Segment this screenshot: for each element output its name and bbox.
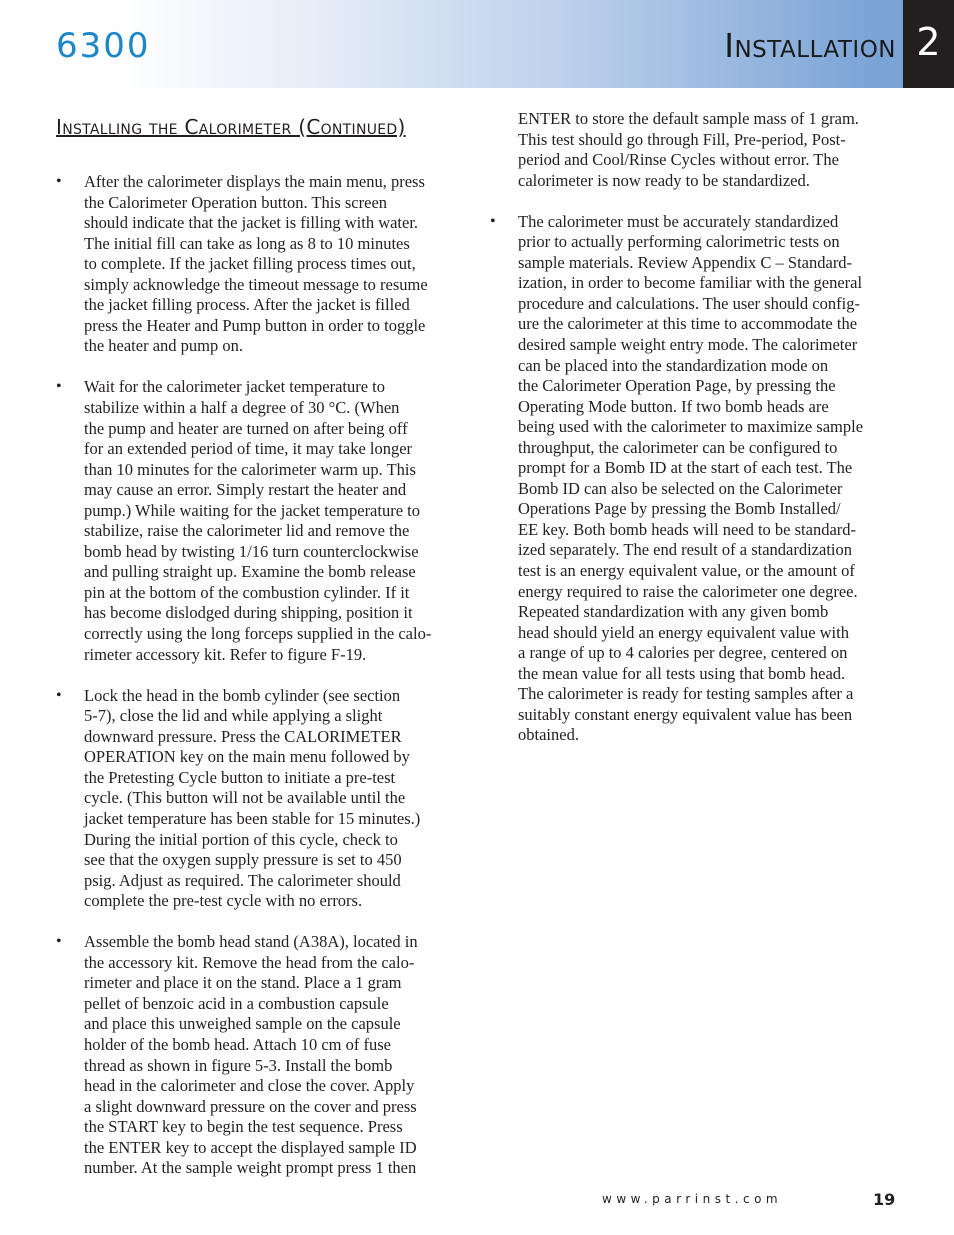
text-line: procedure and calculations. The user should config- (518, 293, 860, 313)
text-line: downward pressure. Press the CALORIMETER (84, 726, 402, 746)
subheading: Installing the Calorimeter (Continued) (56, 115, 406, 139)
text-line: number. At the sample weight prompt press 1 then (84, 1158, 417, 1178)
text-line: a slight downward pressure on the cover and press (84, 1096, 417, 1116)
text-line: the pump and heater are turned on after being off (84, 418, 408, 438)
text-line: and place this unweighed sample on the capsule (84, 1014, 401, 1034)
text-line: being used with the calorimeter to maximize sample (518, 417, 864, 437)
chapter-number: 2 (916, 20, 941, 64)
text-line: the mean value for all tests using that bomb head. (518, 663, 846, 683)
page-number: 19 (873, 1190, 896, 1209)
text-line: stabilize, raise the calorimeter lid and remove the (84, 521, 410, 541)
text-line: rimeter and place it on the stand. Place a 1 gram (84, 973, 402, 993)
text-line: Repeated standardization with any given bomb (518, 602, 829, 622)
text-line: the jacket filling process. After the jacket is filled (84, 295, 410, 315)
text-line: The initial fill can take as long as 8 to 10 minutes (84, 233, 410, 253)
text-line: and pulling straight up. Examine the bomb release (84, 562, 416, 582)
text-line: The calorimeter must be accurately standardized (518, 211, 839, 231)
text-line: Operating Mode button. If two bomb heads are (518, 396, 829, 416)
footer-url: www.parrinst.com (602, 1192, 783, 1206)
page-header-band (0, 0, 954, 88)
continued-paragraph (490, 109, 902, 191)
bullet-item (56, 932, 466, 1179)
text-line: Bomb ID can also be selected on the Calorimeter (518, 478, 843, 498)
text-line: EE key. Both bomb heads will need to be standard- (518, 519, 857, 539)
text-line: stabilize within a half a degree of 30 °C. (When (84, 398, 400, 418)
text-line: After the calorimeter displays the main menu, press (84, 172, 425, 191)
text-line: ure the calorimeter at this time to accommodate the (518, 314, 858, 334)
bullet-marker: • (56, 378, 62, 396)
text-line: period and Cool/Rinse Cycles without error. The (518, 150, 839, 170)
text-line: a range of up to 4 calories per degree, centered on (518, 643, 848, 663)
text-line: head in the calorimeter and close the cover. Apply (84, 1076, 415, 1096)
text-line: desired sample weight entry mode. The calorimeter (518, 335, 858, 355)
text-line: the Calorimeter Operation Page, by pressing the (518, 376, 836, 396)
text-line: pin at the bottom of the combustion cylinder. If it (84, 582, 410, 602)
text-line: Lock the head in the bomb cylinder (see section (84, 685, 401, 705)
bullet-item (56, 377, 466, 665)
text-line: correctly using the long forceps supplied in the calo- (84, 624, 432, 644)
text-line: Assemble the bomb head stand (A38A), located in (84, 932, 418, 952)
bullet-marker: • (56, 173, 62, 190)
bullet-item (56, 172, 466, 357)
text-line: the heater and pump on. (84, 336, 243, 356)
text-line: complete the pre-test cycle with no errors. (84, 891, 363, 911)
text-line: should indicate that the jacket is filling with water. (84, 213, 419, 233)
text-line: to complete. If the jacket filling process times out, (84, 254, 416, 274)
section-title: Installation (724, 26, 896, 65)
text-line: holder of the bomb head. Attach 10 cm of fuse (84, 1034, 391, 1054)
text-line: thread as shown in figure 5-3. Install the bomb (84, 1055, 393, 1075)
text-line: can be placed into the standardization mode on (518, 355, 829, 375)
text-line: see that the oxygen supply pressure is set to 450 (84, 850, 402, 870)
text-line: The calorimeter is ready for testing samples after a (518, 684, 854, 704)
text-line: sample materials. Review Appendix C – Standard- (518, 252, 853, 272)
text-line: calorimeter is now ready to be standardized. (518, 170, 810, 190)
text-line: throughput, the calorimeter can be configured to (518, 437, 838, 457)
left-column (56, 172, 466, 1199)
text-line: test is an energy equivalent value, or the amount of (518, 561, 855, 581)
text-line: During the initial portion of this cycle, check to (84, 829, 398, 849)
text-line: obtained. (518, 725, 579, 745)
text-line: 5-7), close the lid and while applying a slight (84, 706, 383, 726)
text-line: ized separately. The end result of a standardization (518, 540, 852, 560)
text-line: the START key to begin the test sequence. Press (84, 1117, 403, 1137)
text-line: OPERATION key on the main menu followed by (84, 747, 410, 767)
text-line: the accessory kit. Remove the head from the calo- (84, 952, 415, 972)
text-line: cycle. (This button will not be available until the (84, 788, 406, 808)
text-line: press the Heater and Pump button in order to toggle (84, 315, 426, 335)
text-line: ization, in order to become familiar with the general (518, 273, 863, 293)
text-line: simply acknowledge the timeout message to resume (84, 274, 428, 294)
bullet-marker: • (56, 933, 62, 951)
text-line: energy required to raise the calorimeter one degree. (518, 581, 858, 601)
text-line: the Pretesting Cycle button to initiate a pre-test (84, 767, 396, 787)
text-line: prompt for a Bomb ID at the start of each test. The (518, 458, 853, 478)
text-line: may cause an error. Simply restart the heater and (84, 480, 407, 500)
text-line: has become dislodged during shipping, position it (84, 603, 413, 623)
text-line: prior to actually performing calorimetric tests on (518, 232, 840, 252)
bullet-marker: • (490, 212, 496, 230)
text-line: bomb head by twisting 1/16 turn counterclockwise (84, 541, 419, 561)
text-line: This test should go through Fill, Pre-period, Post- (518, 129, 846, 149)
text-line: than 10 minutes for the calorimeter warm up. This (84, 459, 416, 479)
bullet-item (490, 212, 902, 746)
text-line: jacket temperature has been stable for 15 minutes.) (84, 808, 421, 828)
text-line: the Calorimeter Operation button. This screen (84, 192, 388, 212)
bullet-marker: • (56, 686, 62, 704)
text-line: head should yield an energy equivalent value with (518, 622, 849, 642)
chapter-tab (903, 0, 954, 88)
text-line: suitably constant energy equivalent value has been (518, 704, 853, 724)
text-line: rimeter accessory kit. Refer to figure F-19. (84, 644, 367, 664)
bullet-item (56, 686, 466, 912)
right-column (490, 109, 902, 767)
text-line: pellet of benzoic acid in a combustion capsule (84, 993, 389, 1013)
text-line: ENTER to store the default sample mass of 1 gram. (518, 109, 859, 128)
model-number: 6300 (56, 26, 151, 66)
text-line: pump.) While waiting for the jacket temperature to (84, 500, 420, 520)
text-line: the ENTER key to accept the displayed sample ID (84, 1137, 417, 1157)
text-line: Operations Page by pressing the Bomb Installed/ (518, 499, 841, 519)
text-line: psig. Adjust as required. The calorimeter should (84, 870, 401, 890)
text-line: Wait for the calorimeter jacket temperature to (84, 377, 386, 397)
text-line: for an extended period of time, it may take longer (84, 439, 413, 459)
